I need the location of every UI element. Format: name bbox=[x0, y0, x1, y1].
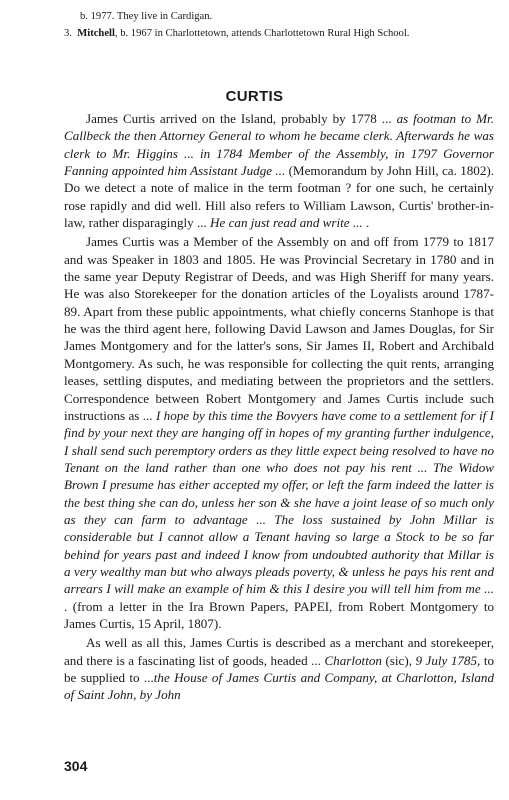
text-run: . (from a letter in the Ira Brown Papers, PAPEI, from Robert Montgomery to James Curtis, 15 April, 1807). bbox=[64, 598, 494, 631]
list-item-number: 3. bbox=[64, 28, 72, 39]
list-line-continued: b. 1977. They live in Cardigan. bbox=[80, 11, 213, 22]
family-list-continuation bbox=[64, 8, 494, 42]
text-run: James Curtis was a Member of the Assembly on and off from 1779 to 1817 and was Speaker in 1803 and 1805. He was Provincial Secretary in 1780 and in the same year Deputy Registrar of Deeds, and was High Sheriff for many years. He was also Storekeeper for the donation articles of the Loyalists around 1787-89. Apart from these public appointments, what chiefly concerns Stanhope is that he was the third agent here, following David Lawson and James Douglas, for Sir James Montgomery and for the latter's sons, Sir James II, Robert and Archibald Montgomery. As such, he was responsible for collecting the quit rents, arranging leases, settling disputes, and mediating between the proprietors and the settlers. Correspondence between Robert Montgomery and James Curtis include such instructions as ... bbox=[64, 234, 494, 423]
section-body bbox=[64, 110, 494, 704]
text-run: James Curtis arrived on the Island, probably by 1778 ... bbox=[86, 111, 397, 126]
section-heading: CURTIS bbox=[225, 88, 284, 105]
list-item-name: Mitchell bbox=[77, 28, 115, 39]
quoted-text: Charlotton bbox=[324, 652, 382, 668]
quoted-text: He can just read and write ... bbox=[210, 215, 363, 231]
quoted-text: 9 July 1785, bbox=[415, 652, 481, 668]
text-run: As well as all this, James Curtis is described as a merchant and storekeeper, and there is a fascinating list of goods, headed ... bbox=[64, 635, 494, 668]
text-run: (Memorandum by John Hill, ca. 1802). Do we detect a note of malice in the term footman ? for one such, he certainly rose rapidly and did well. Hill also refers to William Lawson, Curtis' brother-in-law, rather disparagingly ... bbox=[64, 163, 495, 231]
paragraph-3 bbox=[64, 634, 494, 703]
text-run: to be supplied to ... bbox=[64, 652, 494, 685]
list-item-detail: , b. 1967 in Charlottetown, attends Charlottetown Rural High School. bbox=[114, 28, 410, 39]
quoted-text: I hope by this time the Bovyers have come to a settlement for if I find by your next they are hanging off in hopes of my granting further indulgence, I shall send such peremptory orders as they little expect being resolved to have no Tenant on the land rather than one who does not pay his rent ... The Widow Brown I presume has either accepted my offer, or left the farm indeed the latter is the best thing she can do, unless her son & she have a joint lease of so much only as they can farm to advantage ... The loss sustained by John Millar is considerable but I cannot allow a Tenant having so large a Stock to be so far behind for years past and indeed I know from undoubted authority that Millar is a very wealthy man but who always pleads poverty, & unless he pays his rent and arrears I will make an example of him & this I desire you will tell him from me ... bbox=[64, 407, 494, 597]
text-run: . bbox=[362, 215, 370, 231]
paragraph-1 bbox=[64, 110, 494, 231]
text-run: (sic), bbox=[381, 652, 416, 668]
list-item-mitchell bbox=[64, 25, 494, 42]
paragraph-2 bbox=[64, 233, 494, 632]
page-number: 304 bbox=[64, 758, 88, 774]
quoted-text: as footman to Mr. Callbeck the then Attorney General to whom he became clerk. Afterwards he was clerk to Mr. Higgins ... in 1784 Member of the Assembly, in 1797 Governor Fanning appointed him Assistant Judge ... bbox=[64, 111, 494, 179]
quoted-text: the House of James Curtis and Company, at Charlotton, Island of Saint John, by John bbox=[64, 670, 494, 703]
